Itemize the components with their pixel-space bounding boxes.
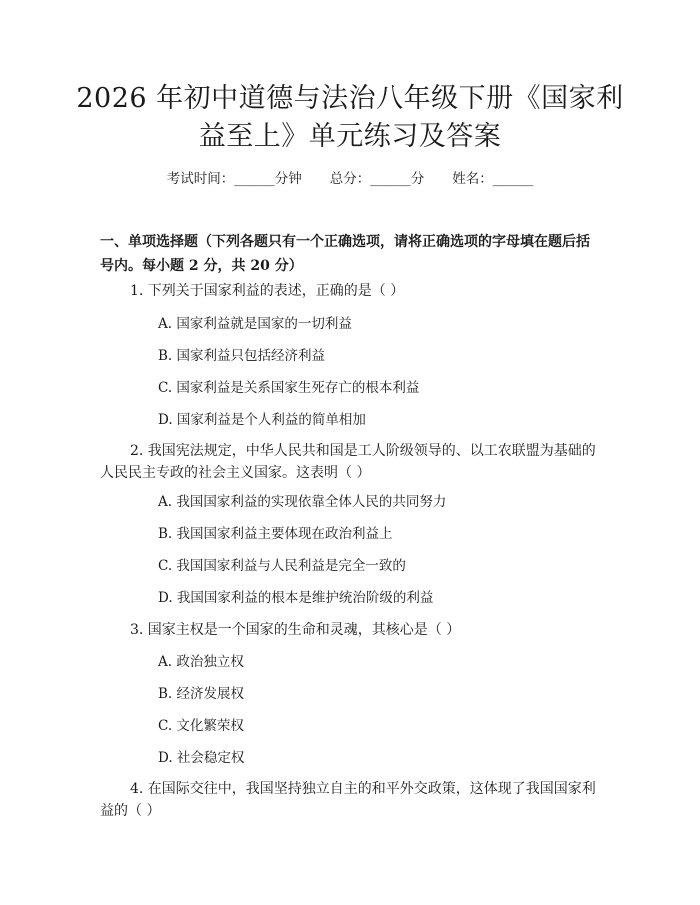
option: B. 我国国家利益主要体现在政治利益上 (158, 526, 393, 542)
name-field: 姓名：______ (452, 171, 534, 187)
option: D. 社会稳定权 (158, 750, 245, 766)
section-heading: 一、单项选择题（下列各题只有一个正确选项，请将正确选项的字母填在题后括号内。每小题 2 分，共 20 分） (100, 234, 590, 274)
option: B. 经济发展权 (158, 686, 245, 702)
question-stem: 4. 在国际交往中，我国坚持独立自主的和平外交政策，这体现了我国国家利益的（ ） (100, 781, 596, 819)
title-line-1: 2026 年初中道德与法治八年级下册《国家利 (76, 83, 624, 114)
option: C. 文化繁荣权 (158, 718, 244, 734)
title-line-2: 益至上》单元练习及答案 (198, 121, 502, 152)
exam-info-line (0, 170, 700, 188)
option: D. 我国国家利益的根本是维护统治阶级的利益 (158, 590, 434, 606)
document-title (70, 80, 630, 156)
option: A. 我国国家利益的实现依靠全体人民的共同努力 (158, 494, 447, 510)
option: C. 我国国家利益与人民利益是完全一致的 (158, 558, 406, 574)
option: A. 政治独立权 (158, 654, 244, 670)
question-stem: 3. 国家主权是一个国家的生命和灵魂，其核心是（ ） (130, 622, 461, 638)
option: A. 国家利益就是国家的一切利益 (158, 316, 352, 332)
option: C. 国家利益是关系国家生死存亡的根本利益 (158, 380, 420, 396)
option: B. 国家利益只包括经济利益 (158, 348, 326, 364)
total-score-field: 总分：______分 (329, 171, 425, 187)
exam-time-field: 考试时间：______分钟 (166, 171, 302, 187)
question-stem: 1. 下列关于国家利益的表述，正确的是（ ） (130, 283, 405, 299)
option: D. 国家利益是个人利益的简单相加 (158, 412, 366, 428)
question-stem: 2. 我国宪法规定，中华人民共和国是工人阶级领导的、以工农联盟为基础的人民民主专政的社会主义国家。这表明（ ） (100, 443, 596, 481)
